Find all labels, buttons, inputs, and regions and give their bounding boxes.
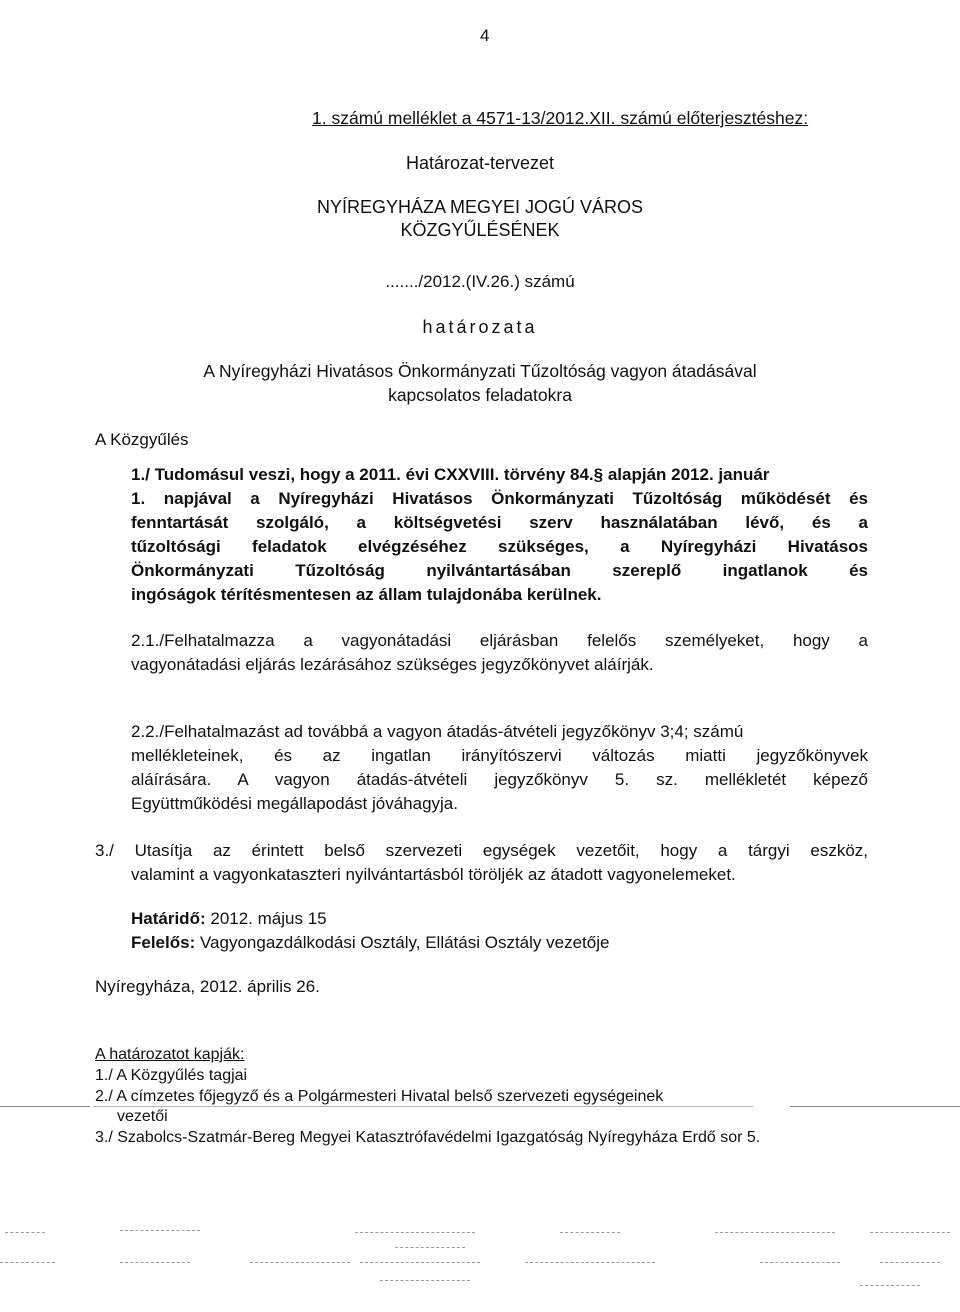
subject-line1: A Nyíregyházi Hivatásos Önkormányzati Tűzoltóság vagyon átadásával xyxy=(203,361,757,381)
scan-artifact-line xyxy=(120,1262,190,1264)
scan-artifact-line xyxy=(93,1106,753,1107)
resolution-word: határozata xyxy=(422,317,538,337)
point-2-1-line: vagyonátadási eljárás lezárásához szükséges jegyzőkönyvet aláírják. xyxy=(131,655,654,674)
council-title-line1: NYÍREGYHÁZA MEGYEI JOGÚ VÁROS xyxy=(316,197,644,217)
point-2-2-line: mellékleteinek, és az ingatlan irányítószervi változás miatti jegyzőkönyvek xyxy=(131,746,868,765)
scan-artifact-line xyxy=(525,1262,655,1264)
deadline-value: 2012. május 15 xyxy=(210,909,327,928)
recipient-item: vezetői xyxy=(117,1108,168,1125)
assembly-label: A Közgyűlés xyxy=(95,430,189,449)
page-number: 4 xyxy=(480,26,490,45)
scan-artifact-line xyxy=(760,1262,840,1264)
deadline-row xyxy=(131,909,327,929)
recipient-item: 1./ A Közgyűlés tagjai xyxy=(95,1067,248,1084)
recipients-heading: A határozatot kapják: xyxy=(95,1046,245,1063)
recipient-item: 2./ A címzetes főjegyző és a Polgármesteri Hivatal belső szervezeti egységeinek xyxy=(95,1088,664,1105)
draft-label: Határozat-tervezet xyxy=(405,153,555,173)
scan-artifact-line xyxy=(380,1280,470,1282)
scan-artifact-line xyxy=(5,1232,45,1234)
scan-artifact-line xyxy=(0,1262,55,1264)
scan-artifact-line xyxy=(715,1232,835,1234)
scan-artifact-line xyxy=(395,1247,465,1249)
scan-artifact-line xyxy=(355,1232,475,1234)
point-1-line: 1./ Tudomásul veszi, hogy a 2011. évi CXXVIII. törvény 84.§ alapján 2012. január xyxy=(131,465,770,484)
point-2-2-line: Együttműködési megállapodást jóváhagyja. xyxy=(131,794,458,813)
point-1-line: fenntartását szolgáló, a költségvetési szerv használatában lévő, és a xyxy=(131,513,868,532)
point-2-1-line: 2.1./Felhatalmazza a vagyonátadási eljárásban felelős személyeket, hogy a xyxy=(131,631,868,650)
point-1-line: Önkormányzati Tűzoltóság nyilvántartásában szereplő ingatlanok és xyxy=(131,561,868,580)
point-1-line: 1. napjával a Nyíregyházi Hivatásos Önkormányzati Tűzoltóság működését és xyxy=(131,489,868,508)
council-title-line2: KÖZGYŰLÉSÉNEK xyxy=(400,220,560,240)
place-date: Nyíregyháza, 2012. április 26. xyxy=(95,977,320,996)
scan-artifact-line xyxy=(560,1232,620,1234)
scan-artifact-line xyxy=(860,1285,920,1287)
point-1-line: ingóságok térítésmentesen az állam tulajdonába kerülnek. xyxy=(131,585,602,604)
scan-artifact-line xyxy=(250,1262,350,1264)
scan-artifact-line xyxy=(120,1230,200,1232)
responsible-label: Felelős: xyxy=(131,933,196,952)
scan-artifact-line xyxy=(870,1232,950,1234)
scan-artifact-line xyxy=(880,1262,940,1264)
point-1-line: tűzoltósági feladatok elvégzéséhez szükséges, a Nyíregyházi Hivatásos xyxy=(131,537,868,556)
responsible-value: Vagyongazdálkodási Osztály, Ellátási Osztály vezetője xyxy=(199,933,610,952)
subject-line2: kapcsolatos feladatokra xyxy=(388,385,572,405)
attachment-line: 1. számú melléklet a 4571-13/2012.XII. számú előterjesztéshez: xyxy=(312,108,809,128)
point-3-line: valamint a vagyonkataszteri nyilvántartásból töröljék az átadott vagyonelemeket. xyxy=(131,865,736,884)
point-3-line: 3./ Utasítja az érintett belső szervezeti egységek vezetőit, hogy a tárgyi eszköz, xyxy=(95,841,868,860)
deadline-label: Határidő: xyxy=(131,909,206,928)
scan-artifact-line xyxy=(790,1106,960,1107)
recipient-item: 3./ Szabolcs-Szatmár-Bereg Megyei Katasztrófavédelmi Igazgatóság Nyíregyháza Erdő sor 5. xyxy=(95,1129,761,1146)
point-2-2-line: aláírására. A vagyon átadás-átvételi jegyzőkönyv 5. sz. mellékletét képező xyxy=(131,770,868,789)
scan-artifact-line xyxy=(0,1106,90,1107)
responsible-row xyxy=(131,933,609,953)
point-2-2-line: 2.2./Felhatalmazást ad továbbá a vagyon átadás-átvételi jegyzőkönyv 3;4; számú xyxy=(131,722,744,741)
scan-artifact-line xyxy=(360,1262,480,1264)
resolution-number: ......./2012.(IV.26.) számú xyxy=(385,272,575,291)
